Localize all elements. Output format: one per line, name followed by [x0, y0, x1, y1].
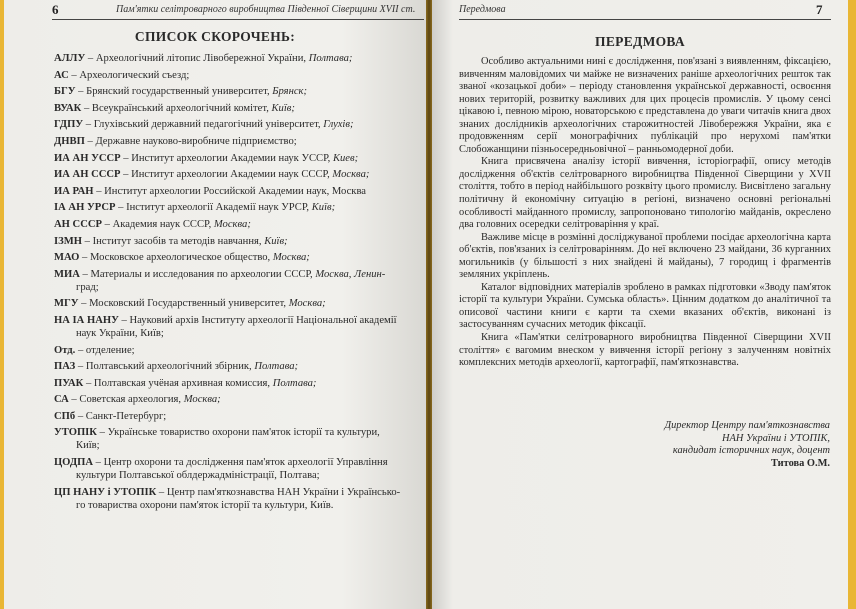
- abbreviation-item: [54, 185, 422, 198]
- abbreviation-term: БГУ: [54, 86, 76, 98]
- abbreviation-description: – Науковий архів Інституту археології Національної академії: [118, 314, 397, 326]
- abbreviations-title: СПИСОК СКОРОЧЕНЬ:: [134, 29, 296, 44]
- abbreviation-item: [54, 410, 422, 423]
- abbreviation-item: [54, 314, 422, 340]
- signature-line-3: кандидат історичних наук, доцент: [672, 445, 830, 457]
- abbreviation-description: – Всеукраїнський археологічний комітет,: [81, 102, 272, 114]
- abbreviation-description: – Глухівський державний педагогічний університет,: [83, 119, 324, 131]
- abbreviation-term: НА ІА НАНУ: [54, 314, 119, 326]
- abbreviation-item: [54, 69, 422, 82]
- abbreviation-term: ВУАК: [54, 102, 82, 114]
- abbreviation-place: Глухів;: [323, 119, 354, 131]
- abbreviation-place: Москва;: [288, 298, 326, 310]
- abbreviation-place: Полтава;: [254, 361, 299, 373]
- abbreviation-item: [54, 456, 422, 482]
- abbreviation-description: – Полтавская учёная архивная комиссия,: [83, 377, 273, 389]
- preface-title: ПЕРЕДМОВА: [595, 34, 685, 49]
- abbreviation-term: ГДПУ: [54, 119, 84, 131]
- abbreviation-term: УТОПІК: [54, 427, 97, 439]
- abbreviation-item: [54, 102, 422, 115]
- abbreviation-term: ИА РАН: [54, 185, 94, 197]
- right-page: [432, 0, 848, 609]
- abbreviation-place: Київ;: [271, 102, 295, 114]
- abbreviation-description: – Московское археологическое общество,: [79, 252, 273, 264]
- running-head-right: Передмова: [459, 4, 506, 15]
- preface-body: [459, 56, 831, 370]
- abbreviation-item: [54, 268, 422, 294]
- abbreviation-description: – Брянский государственный университет,: [75, 86, 273, 98]
- abbreviation-item: [54, 344, 422, 357]
- abbreviation-place: Москва;: [332, 169, 370, 181]
- abbreviation-description: – Центр охорони та дослідження пам'яток археології Управління: [93, 457, 388, 469]
- abbreviation-description: – Українське товариство охорони пам'яток історії та культури,: [97, 427, 380, 439]
- preface-paragraph: Книга «Пам'ятки селітроварного виробництва Південної Сіверщини XVII століття» є вагомим внеском у вивчення історії регіону з залученням новітніх комплексних методів археології, картографії, пам'яткознавства.: [459, 332, 831, 369]
- abbreviation-description: – отделение;: [75, 344, 135, 356]
- abbreviation-term: ПАЗ: [54, 361, 76, 373]
- signature-name: Титова О.М.: [770, 457, 830, 469]
- abbreviation-term: АС: [54, 69, 69, 81]
- abbreviation-item: [54, 297, 422, 310]
- abbreviation-item: [54, 218, 422, 231]
- abbreviation-place: Полтава;: [308, 53, 353, 64]
- abbreviation-description: – Державне науково-виробниче підприємство;: [84, 135, 297, 147]
- abbreviation-description: – Археологический съезд;: [68, 69, 190, 81]
- abbreviation-item: [54, 377, 422, 390]
- abbreviation-description: – Археологічний літопис Лівобережної України,: [85, 53, 309, 64]
- signature-line-2: НАН України і УТОПІК,: [722, 432, 830, 444]
- abbreviation-description: – Інститут археології Академії наук УРСР,: [115, 202, 312, 214]
- abbreviation-place: Москва, Ленин-: [315, 268, 386, 280]
- abbreviation-term: ИА АН СССР: [54, 169, 121, 181]
- abbreviation-term: АН СССР: [54, 218, 102, 230]
- abbreviation-description: – Институт археологии Академии наук СССР,: [120, 169, 333, 181]
- abbreviation-continuation: град;: [76, 281, 99, 293]
- abbreviation-place: Москва;: [183, 394, 221, 406]
- abbreviation-continuation: го товариства охорони пам'яток історії та культури, Київ.: [76, 499, 334, 511]
- abbreviation-description: – Московский Государственный университет,: [78, 298, 289, 310]
- abbreviation-item: [54, 52, 422, 65]
- abbreviation-term: ПУАК: [54, 377, 84, 389]
- abbreviation-term: АЛЛУ: [54, 53, 86, 64]
- abbreviation-continuation: культури Полтавської облдержадміністрації, Полтава;: [76, 470, 320, 482]
- abbreviation-term: МГУ: [54, 298, 79, 310]
- abbreviation-item: [54, 135, 422, 148]
- abbreviation-item: [54, 393, 422, 406]
- abbreviation-item: [54, 201, 422, 214]
- abbreviation-description: – Академия наук СССР,: [101, 218, 214, 230]
- preface-paragraph: Книга присвячена аналізу історії вивчення, історіографії, опису методів дослідження об'єктів селітроварного виробництва Південної Сіверщини у XVII століття, тобто в період найбільшого розквіту цього промислу. Висвітлено загальну політичну й економічну ситуацію в регіоні, визначено основні регіональні особливості майданного промислу, запропоновано типологію майданів, окреслено два головних осередки селітроваріння у краї.: [459, 156, 831, 231]
- abbreviation-item: [54, 168, 422, 181]
- abbreviation-term: ІА АН УРСР: [54, 202, 116, 214]
- signature-line-1: Директор Центру пам'яткознавства: [664, 420, 830, 431]
- abbreviation-term: МИА: [54, 268, 80, 280]
- abbreviation-list: [54, 52, 422, 515]
- abbreviation-term: ЦОДПА: [54, 457, 93, 469]
- running-head-left: Пам'ятки селітроварного виробництва Південної Сіверщини XVII ст.: [116, 4, 416, 15]
- abbreviation-description: – Центр пам'яткознавства НАН України і Українсько-: [156, 486, 401, 498]
- abbreviation-description: – Советская археология,: [68, 394, 184, 406]
- abbreviation-item: [54, 426, 422, 452]
- abbreviation-place: Полтава;: [272, 377, 317, 389]
- page-number-left: 6: [52, 2, 59, 17]
- abbreviation-term: ИА АН УССР: [54, 152, 121, 164]
- abbreviation-description: – Полтавський археологічний збірник,: [75, 361, 255, 373]
- abbreviation-term: ЦП НАНУ і УТОПІК: [54, 486, 157, 498]
- abbreviation-place: Київ;: [264, 235, 288, 247]
- abbreviation-item: [54, 486, 422, 512]
- abbreviation-item: [54, 118, 422, 131]
- abbreviation-description: – Інститут засобів та методів навчання,: [81, 235, 265, 247]
- abbreviation-item: [54, 360, 422, 373]
- abbreviation-description: – Институт археологии Академии наук УССР,: [120, 152, 333, 164]
- abbreviation-term: ІЗМН: [54, 235, 82, 247]
- abbreviation-term: СА: [54, 394, 69, 406]
- abbreviation-description: – Материалы и исследования по археологии СССР,: [79, 268, 316, 280]
- abbreviation-description: – Институт археологии Российской Академии наук, Москва: [93, 185, 367, 197]
- abbreviation-place: Брянск;: [272, 86, 308, 98]
- abbreviation-continuation: наук України, Київ;: [76, 327, 164, 339]
- abbreviation-place: Киев;: [332, 152, 359, 164]
- signature-block: [665, 420, 831, 470]
- abbreviation-place: Москва;: [213, 218, 251, 230]
- abbreviation-place: Київ;: [311, 202, 336, 214]
- abbreviation-place: Москва;: [272, 252, 310, 264]
- abbreviation-continuation: Київ;: [76, 440, 100, 452]
- abbreviation-description: – Санкт-Петербург;: [75, 410, 167, 422]
- abbreviation-item: [54, 85, 422, 98]
- abbreviation-item: [54, 251, 422, 264]
- abbreviation-term: МАО: [54, 252, 80, 264]
- left-page: [4, 0, 426, 609]
- header-rule-left: [52, 19, 424, 20]
- abbreviation-term: СПб: [54, 410, 76, 422]
- preface-paragraph: Важливе місце в розмінні досліджуваної проблеми посідає археологічна карта об'єктів, пов'язаних із селітроварінням. До неї включено 23 майдани, 36 курганних могильників (у більшості з них знайдені й майданы), 7 городищ і фрагментів земляних укріплень.: [459, 231, 831, 281]
- page-number-right: 7: [816, 2, 823, 17]
- preface-paragraph: Особливо актуальними нині є дослідження, пов'язані з виявленням, фіксацією, вивченням маловідомих чи майже не визначених раніше археологічних решток так званої «козацької доби» – періоду становлення української державності, освоєння нових територій, розвитку важливих для цих процесів промислів. У цьому сенсі цікавою і, певною мірою, новаторською є представлена до уваги читачів книга двох знаних дослідників археологічних старожитностей Лівобережжя України, яка є продовженням серії монографічних публікацій про нерухомі пам'ятки Слобожанщини пізньосередньовічної – ранньомодерної доби.: [459, 56, 831, 155]
- abbreviation-item: [54, 152, 422, 165]
- abbreviation-item: [54, 235, 422, 248]
- preface-paragraph: Каталог відповідних матеріалів зроблено в рамках підготовки «Зводу пам'яток історії та культури України. Сумська область». Цінним додатком до аналітичної та описової частини книги є карти та схеми вказаних об'єктів, виконані із застосуванням сучасних методик фіксації.: [459, 281, 831, 331]
- header-rule-right: [459, 19, 831, 20]
- abbreviation-term: ДНВП: [54, 135, 85, 147]
- abbreviation-term: Отд.: [54, 344, 76, 356]
